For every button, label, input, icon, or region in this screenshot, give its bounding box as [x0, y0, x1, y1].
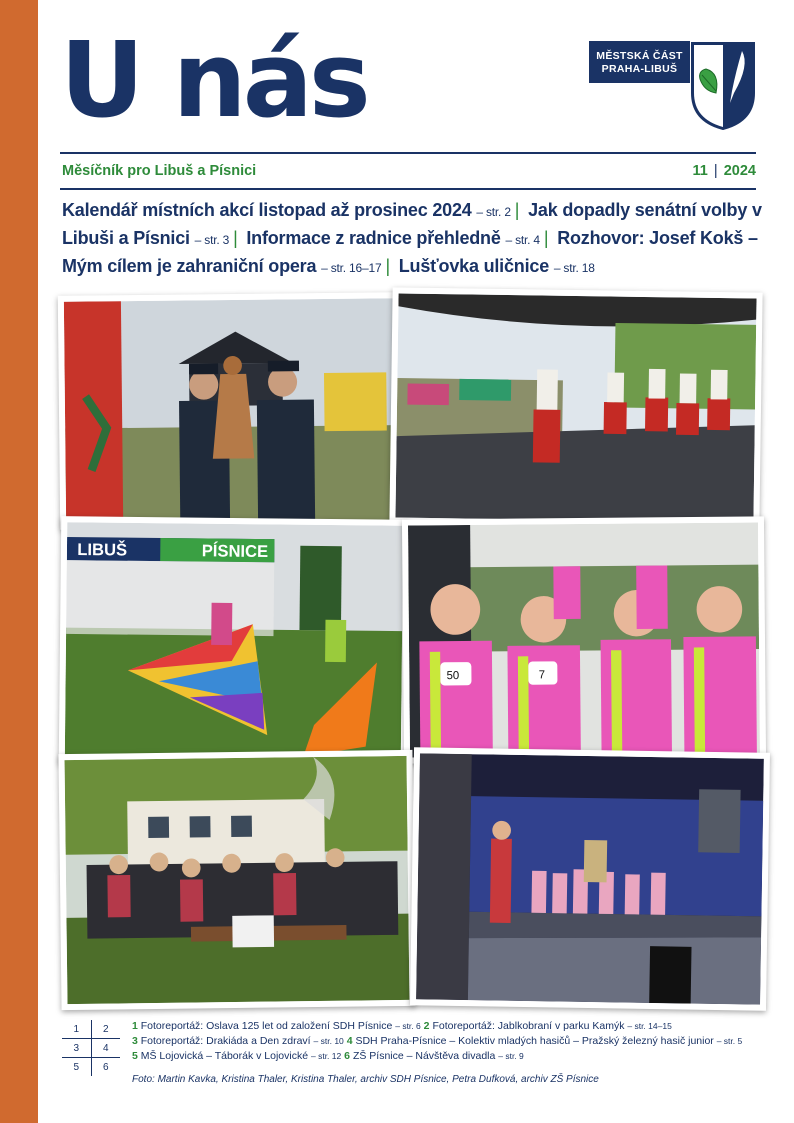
photo-5-campfire[interactable] [58, 750, 415, 1010]
headline-item[interactable]: Kalendář místních akcí listopad až prosinec 2024 – str. 2 [62, 200, 511, 220]
photo-credits: Foto: Martin Kavka, Kristina Thaler, Kristina Thaler, archiv SDH Písnice, Petra Dufková, archiv ZŠ Písnice [132, 1074, 599, 1085]
photo-index-grid [62, 1020, 120, 1076]
photo-captions [132, 1019, 762, 1064]
headline-list: Kalendář místních akcí listopad až prosinec 2024 – str. 2 | Jak dopadly senátní volby v Libuši a Písnici – str. 3 | Informace z radnice přehledně – str. 4 | Rozhovor: Josef Kokš – Mým cílem je zahraniční opera – str. 16–17 | Lušťovka uličnice – str. 18 [62, 200, 762, 276]
banner-libus: LIBUŠ [77, 539, 128, 560]
photo-3-kite-festival[interactable] [59, 516, 410, 768]
header-rule-bottom [60, 188, 756, 190]
municipality-logo [589, 41, 690, 83]
banner-pisnice: PÍSNICE [201, 541, 269, 562]
grid-cell: 6 [102, 1061, 109, 1073]
grid-cell: 1 [62, 1020, 91, 1039]
header-rule-top [60, 152, 756, 154]
grid-cell: 5 [62, 1058, 91, 1077]
headline-item[interactable]: Jak dopadly senátní volby v Libuši a Písnici – str. 3 [62, 200, 762, 248]
headline-item[interactable]: Informace z radnice přehledně – str. 4 [246, 228, 540, 248]
photo-1-firefighters[interactable] [58, 292, 404, 530]
bib-50: 50 [446, 669, 460, 683]
caption-line-3: 5 MŠ Lojovická – Táborák v Lojovické – str. 12 6 ZŠ Písnice – Návštěva divadla – str. 9 [132, 1050, 524, 1062]
caption-line-1: 1 Fotoreportáž: Oslava 125 let od založení SDH Písnice – str. 6 2 Fotoreportáž: Jablkobraní v parku Kamýk – str. 14–15 [132, 1020, 672, 1032]
grid-cell: 3 [62, 1039, 91, 1058]
bib-7: 7 [538, 669, 546, 682]
grid-cell: 4 [91, 1039, 120, 1058]
issue-month: 11 [692, 163, 708, 179]
magazine-subtitle: Měsíčník pro Libuš a Písnici [62, 163, 257, 179]
logo-line-1: MĚSTSKÁ ČÁST [596, 50, 683, 62]
photo-6-theatre[interactable] [410, 747, 770, 1011]
magazine-title: U nás [60, 19, 367, 141]
issue-number [693, 163, 756, 179]
orange-spine [0, 0, 38, 1123]
coat-of-arms-icon [690, 41, 756, 131]
issue-separator: | [713, 163, 718, 179]
caption-line-2: 3 Fotoreportáž: Drakiáda a Den zdraví – str. 10 4 SDH Praha-Písnice – Kolektiv mladých hasičů – Pražský železný hasič junior – str. 5 [132, 1035, 743, 1047]
issue-year: 2024 [723, 163, 756, 179]
photo-4-young-firefighters[interactable] [402, 516, 766, 763]
logo-line-2: PRAHA-LIBUŠ [601, 63, 678, 75]
headline-item[interactable]: Rozhovor: Josef Kokš – Mým cílem je zahraniční opera – str. 16–17 [62, 228, 758, 276]
photo-2-folk-dance[interactable] [389, 287, 762, 528]
grid-cell: 2 [91, 1020, 120, 1039]
headline-item[interactable]: Lušťovka uličnice – str. 18 [398, 256, 595, 276]
